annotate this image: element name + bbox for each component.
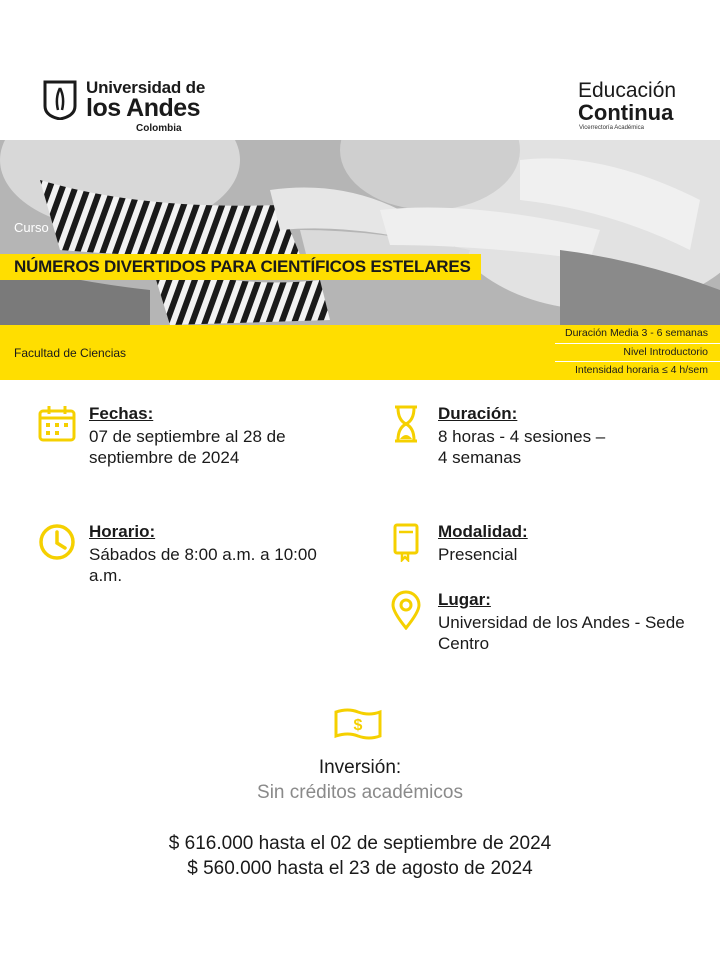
course-banner — [0, 140, 720, 380]
duracion-line-2: 4 semanas — [438, 448, 522, 467]
level-meta: Nivel Introductorio — [623, 346, 708, 358]
horario-block — [37, 522, 357, 592]
modalidad-line-1: Presencial — [438, 545, 518, 564]
meta-divider — [555, 343, 720, 344]
fechas-block — [37, 404, 357, 494]
logo-line-2: los Andes — [86, 94, 201, 122]
lugar-block — [386, 590, 706, 660]
duracion-label: Duración: — [438, 404, 518, 423]
fechas-line-2: septiembre de 2024 — [89, 448, 240, 467]
university-seal-icon — [42, 80, 78, 120]
lugar-line-1: Universidad de los Andes - Sede — [438, 613, 685, 632]
intensity-meta: Intensidad horaria ≤ 4 h/sem — [574, 364, 708, 376]
price-line: $ 560.000 hasta el 23 de agosto de 2024 — [187, 858, 533, 879]
modalidad-label: Modalidad: — [438, 522, 528, 541]
logo-line-3: Colombia — [136, 123, 182, 134]
horario-label: Horario: — [89, 522, 156, 541]
price-line: $ 616.000 hasta el 02 de septiembre de 2024 — [168, 833, 552, 854]
money-bill-icon — [333, 706, 383, 742]
horario-line-2: a.m. — [89, 566, 123, 585]
duracion-line-1: 8 horas - 4 sesiones – — [438, 427, 606, 446]
meta-divider — [555, 361, 720, 362]
lugar-line-2: Centro — [438, 634, 490, 653]
book-icon — [386, 522, 426, 562]
faculty-label: Facultad de Ciencias — [14, 346, 127, 360]
logo-line-1: Universidad de — [86, 78, 206, 97]
modalidad-block — [386, 522, 706, 572]
investment-subtitle: Sin créditos académicos — [257, 782, 463, 803]
hourglass-icon — [386, 404, 426, 444]
investment-title: Inversión: — [318, 757, 402, 778]
ec-line-1: Educación — [578, 79, 677, 102]
svg-text:$: $ — [353, 717, 363, 734]
calendar-icon — [37, 404, 77, 444]
ec-line-2: Continua — [578, 100, 674, 125]
horario-value — [89, 544, 317, 586]
horario-line-1: Sábados de 8:00 a.m. a 10:00 — [89, 545, 317, 564]
location-pin-icon — [386, 590, 426, 630]
course-kicker: Curso — [14, 220, 49, 235]
lugar-label: Lugar: — [438, 590, 491, 609]
ec-line-3: Vicerrectoría Académica — [579, 125, 644, 131]
fechas-label: Fechas: — [89, 404, 154, 423]
educacion-continua-logo — [578, 80, 678, 131]
clock-icon — [37, 522, 77, 562]
course-title: NÚMEROS DIVERTIDOS PARA CIENTÍFICOS ESTELARES — [0, 254, 481, 280]
duration-meta: Duración Media 3 - 6 semanas — [565, 327, 708, 339]
fechas-value — [89, 426, 286, 468]
team-hands-photo — [0, 140, 720, 325]
fechas-line-1: 07 de septiembre al 28 de — [89, 427, 286, 446]
modalidad-value — [438, 544, 517, 565]
lugar-value — [438, 612, 685, 654]
duracion-block — [386, 404, 706, 494]
duracion-value — [438, 426, 605, 468]
